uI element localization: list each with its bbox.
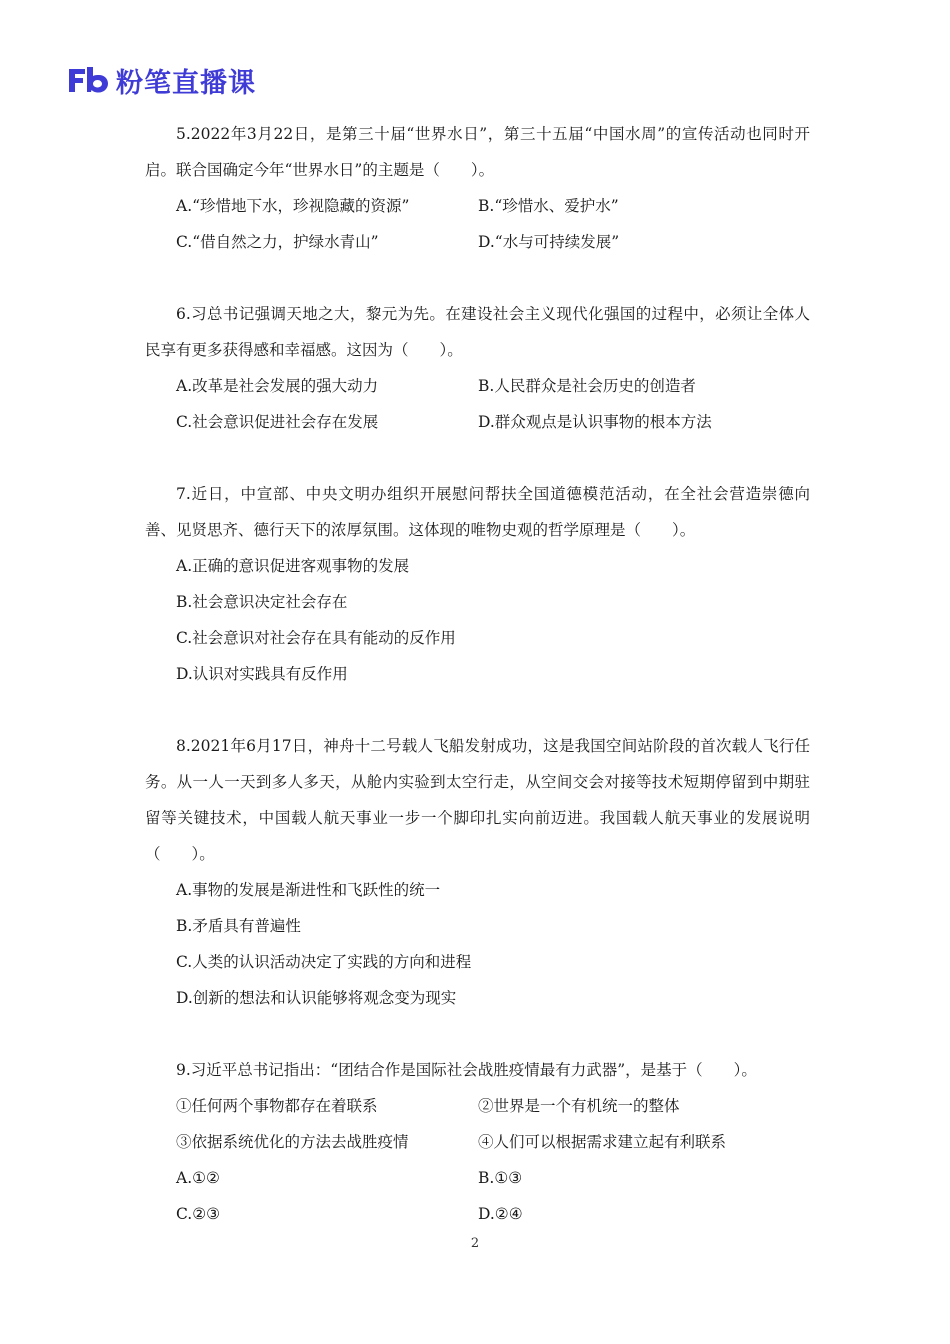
statement-row: [145, 1124, 810, 1160]
question-6: [145, 296, 810, 440]
option-row: [145, 404, 810, 440]
option-b: B.“珍惜水、爱护水”: [478, 197, 619, 215]
option-row: [145, 548, 810, 584]
option-a: A.①②: [176, 1169, 220, 1187]
option-a: A.事物的发展是渐进性和飞跃性的统一: [176, 881, 441, 899]
option-row: [145, 980, 810, 1016]
question-5: [145, 116, 810, 260]
option-row: [145, 1160, 810, 1196]
option-b: B.①③: [478, 1169, 523, 1187]
option-row: [145, 620, 810, 656]
option-row: [145, 224, 810, 260]
option-row: [145, 908, 810, 944]
option-a: A.改革是社会发展的强大动力: [176, 377, 379, 395]
option-d: D.群众观点是认识事物的根本方法: [478, 413, 712, 431]
question-list: [145, 116, 810, 1268]
page-number: 2: [470, 1236, 480, 1251]
option-row: [145, 872, 810, 908]
question-7: [145, 476, 810, 692]
statement-3: ③依据系统优化的方法去战胜疫情: [176, 1133, 409, 1151]
option-row: [145, 584, 810, 620]
option-row: [145, 188, 810, 224]
question-stem: 8.2021年6月17日，神舟十二号载人飞船发射成功，这是我国空间站阶段的首次载人飞行任务。从一人一天到多人多天，从舱内实验到太空行走，从空间交会对接等技术短期停留到中期驻留等关键技术，中国载人航天事业一步一个脚印扎实向前迈进。我国载人航天事业的发展说明（ ）。: [145, 737, 810, 863]
question-8: [145, 728, 810, 1016]
option-row: [145, 368, 810, 404]
option-d: D.②④: [478, 1205, 523, 1223]
option-c: C.“借自然之力，护绿水青山”: [176, 233, 379, 251]
option-row: [145, 656, 810, 692]
option-row: [145, 1196, 810, 1232]
statement-1: ①任何两个事物都存在着联系: [176, 1097, 378, 1115]
option-c: C.人类的认识活动决定了实践的方向和进程: [176, 953, 472, 971]
option-c: C.社会意识对社会存在具有能动的反作用: [176, 629, 456, 647]
option-c: C.社会意识促进社会存在发展: [176, 413, 379, 431]
statement-row: [145, 1088, 810, 1124]
option-c: C.②③: [176, 1205, 221, 1223]
option-d: D.认识对实践具有反作用: [176, 665, 348, 683]
question-9: [145, 1052, 810, 1232]
brand-logo: [66, 62, 256, 98]
option-d: D.“水与可持续发展”: [478, 233, 620, 251]
question-stem: 9.习近平总书记指出：“团结合作是国际社会战胜疫情最有力武器”，是基于（ ）。: [176, 1061, 757, 1079]
option-b: B.矛盾具有普遍性: [176, 917, 301, 935]
question-stem: 5.2022年3月22日，是第三十届“世界水日”，第三十五届“中国水周”的宣传活动也同时开启。联合国确定今年“世界水日”的主题是（ ）。: [145, 125, 810, 179]
option-d: D.创新的想法和认识能够将观念变为现实: [176, 989, 457, 1007]
question-stem: 6.习总书记强调天地之大，黎元为先。在建设社会主义现代化强国的过程中，必须让全体人民享有更多获得感和幸福感。这因为（ ）。: [145, 305, 810, 359]
question-stem: 7.近日，中宣部、中央文明办组织开展慰问帮扶全国道德模范活动，在全社会营造崇德向善、见贤思齐、德行天下的浓厚氛围。这体现的唯物史观的哲学原理是（ ）。: [145, 485, 810, 539]
option-row: [145, 944, 810, 980]
option-a: A.“珍惜地下水，珍视隐藏的资源”: [176, 197, 410, 215]
statement-2: ②世界是一个有机统一的整体: [478, 1097, 680, 1115]
brand-text: 粉笔直播课: [116, 67, 256, 99]
statement-4: ④人们可以根据需求建立起有利联系: [478, 1133, 727, 1151]
option-a: A.正确的意识促进客观事物的发展: [176, 557, 410, 575]
fenbi-logo-icon: [66, 65, 110, 95]
option-b: B.社会意识决定社会存在: [176, 593, 348, 611]
option-b: B.人民群众是社会历史的创造者: [478, 377, 696, 395]
